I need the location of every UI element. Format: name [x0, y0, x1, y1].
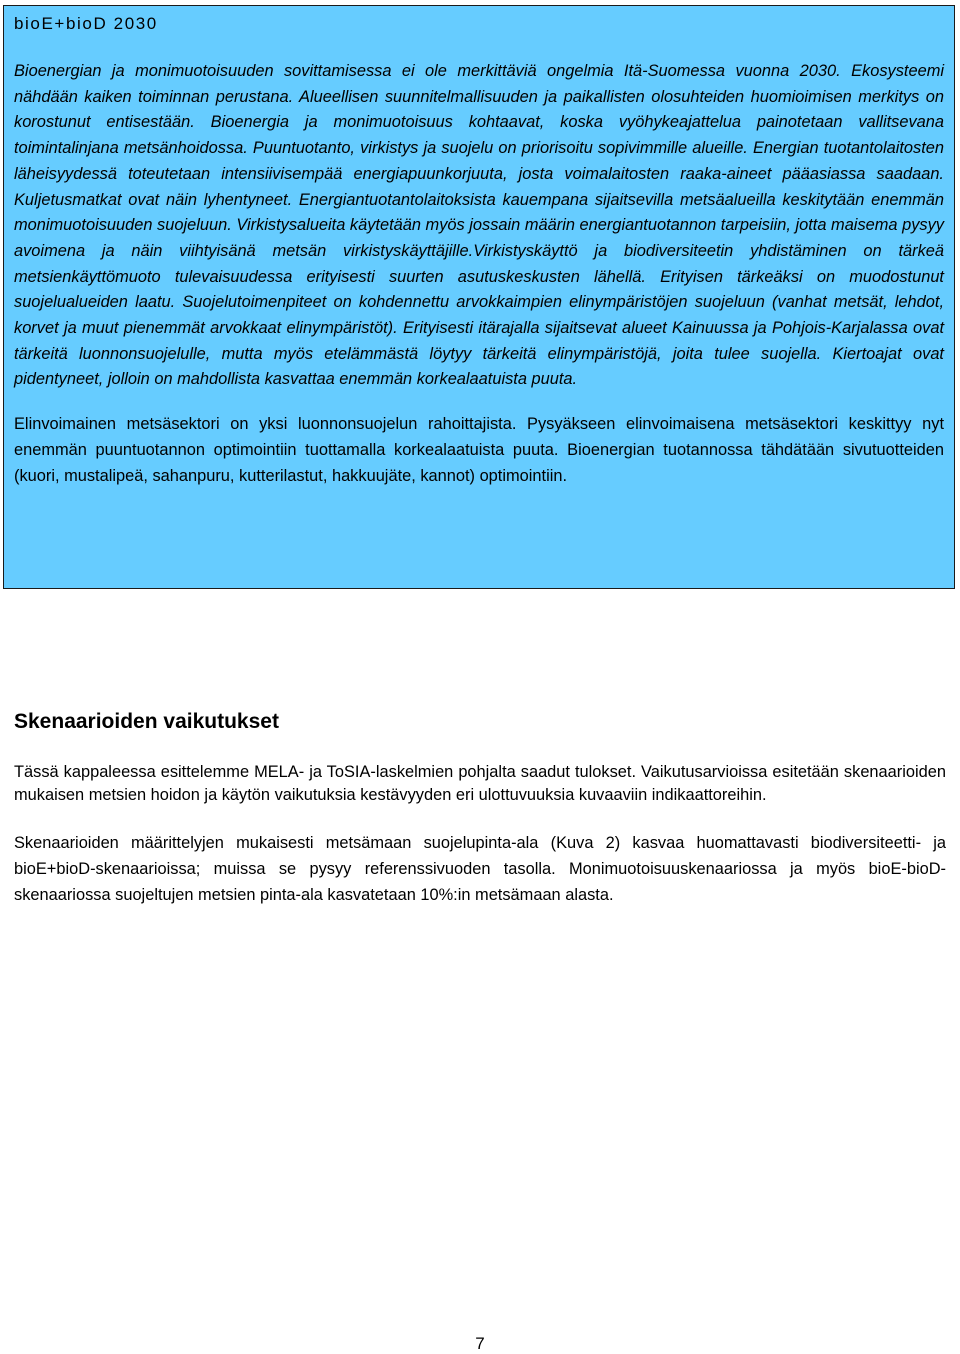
- scenario-info-box: [3, 5, 955, 589]
- results-section: [14, 708, 946, 908]
- section-paragraph-1: Tässä kappaleessa esittelemme MELA- ja ToSIA-laskelmien pohjalta saadut tulokset. Vaikutusarvioissa esitetään skenaarioiden mukaisen metsien hoidon ja käytön vaikutuksia kestävyyden eri ulottuvuuksia kuvaaviin indikaattoreihin.: [14, 763, 946, 804]
- section-heading: Skenaarioiden vaikutukset: [14, 710, 279, 733]
- section-paragraph-2: Skenaarioiden määrittelyjen mukaisesti metsämaan suojelupinta-ala (Kuva 2) kasvaa huomattavasti biodiversiteetti- ja bioE+bioD-skenaarioissa; muissa se pysyy referenssivuoden tasolla. Monimuotoisuuskenaariossa ja myös bioE-bioD-skenaariossa suojeltujen metsien pinta-ala kasvatetaan 10%:in metsämaan alasta.: [14, 834, 946, 904]
- scenario-title: bioE+bioD 2030: [14, 14, 158, 33]
- scenario-paragraph-2: Elinvoimainen metsäsektori on yksi luonnonsuojelun rahoittajista. Pysyäkseen elinvoimaisena metsäsektori keskittyy nyt enemmän puuntuotannon optimointiin tuottamalla korkealaatuista puuta. Bioenergian tuotannossa tähdätään sivutuotteiden (kuori, mustalipeä, sahanpuru, kutterilastut, hakkuujäte, kannot) optimointiin.: [14, 415, 944, 485]
- scenario-paragraph-1: Bioenergian ja monimuotoisuuden sovittamisessa ei ole merkittäviä ongelmia Itä-Suomessa vuonna 2030. Ekosysteemi nähdään kaiken toiminnan perustana. Alueellisen suunnitelmallisuuden ja paikallisten olosuhteiden huomioimisen merkitys on korostunut entisestään. Bioenergia ja monimuotoisuus kohtaavat, koska vyöhykeajattelua painotetaan vallitsevana toimintalinjana metsänhoidossa. Puuntuotanto, virkistys ja suojelu on priorisoitu sopivimmille alueille. Energian tuotantolaitosten läheisyydessä toteutetaan intensiivisempää energiapuunkorjuuta, josta voimalaitosten raaka-aineet pääasiassa saadaan. Kuljetusmatkat ovat näin lyhentyneet. Energiantuotantolaitoksista kauempana sijaitsevilla metsäalueilla keskitytään enemmän monimuotoisuuden suojeluun. Virkistysalueita käytetään myös jossain määrin energiantuotannon tarpeisiin, jotta maisema pysyy avoimena ja näin viihtyisänä metsän virkistyskäyttäjille.Virkistyskäyttö ja biodiversiteetin yhdistäminen on tärkeä metsienkäyttömuoto tulevaisuudessa erityisesti suurten asutuskeskusten lähellä. Erityisen tärkeäksi on muodostunut suojelualueiden laatu. Suojelutoimenpiteet on kohdennettu arvokkaimpien elinympäristöjen suojeluun (vanhat metsät, lehdot, korvet ja muut pienemmät arvokkaat elinympäristöt). Erityisesti itärajalla sijaitsevat alueet Kainuussa ja Pohjois-Karjalassa ovat tärkeitä luonnonsuojelulle, mutta myös etelämmästä löytyy tärkeitä elinympäristöjä, joita tulee suojella. Kiertoajat ovat pidentyneet, jolloin on mahdollista kasvattaa enemmän korkealaatuista puuta.: [14, 62, 944, 389]
- page-number: 7: [475, 1334, 485, 1353]
